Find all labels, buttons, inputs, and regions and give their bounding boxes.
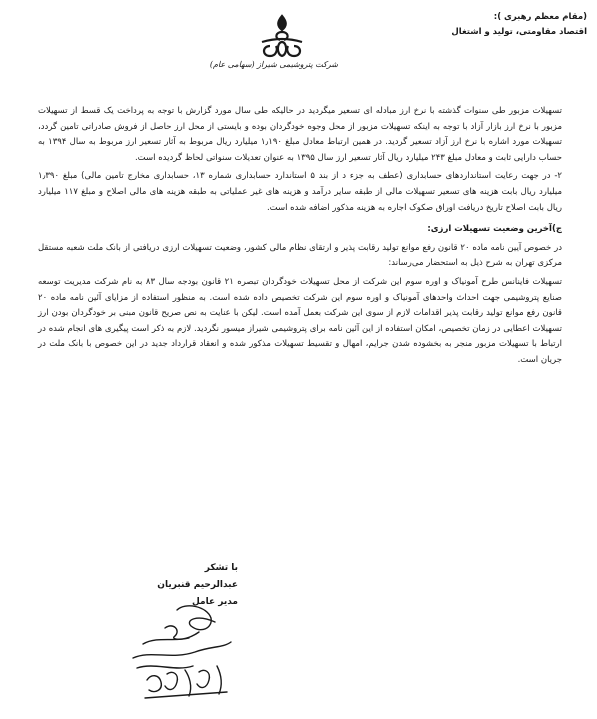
company-logo (232, 12, 332, 84)
section-heading: ج)آخرین وضعیت تسهیلات ارزی: (427, 224, 562, 235)
paragraph-3: در خصوص آیین نامه ماده ۲۰ قانون رفع موانع تولید رقابت پذیر و ارتقای نظام مالی کشور، وضعیت تسهیلات ارزی دریافتی از بانک ملت شعبه مستقل مرکزی تهران به شرح ذیل به استحضار می‌رساند: (38, 242, 562, 269)
header-quote-line-1: (مقام معظم رهبری ): (493, 12, 587, 22)
closing-regards: با تشکر (204, 563, 238, 573)
signer-name: عبدالرحیم قنبریان (157, 580, 238, 590)
header-quote (387, 10, 587, 40)
company-name-calligraphy: شرکت پتروشیمی شیراز (سهامی عام) (209, 60, 338, 69)
paragraph-4: تسهیلات فاینانس طرح آمونیاک و اوره سوم این شرکت از محل تسهیلات خودگردان تبصره ۲۱ قانون بودجه سال ۸۳ به نام شرکت مدیریت توسعه صنایع پتروشیمی جهت احداث واحدهای آمونیاک و اوره سوم این شرکت تخصیص داده شده است. به منظور استفاده از مزایای آئین نامه ماده ۲۰ قانون رفع موانع تولید رقابت پذیر اقدامات لازم از سوی این شرکت بعمل آمده است. لیکن با عنایت به نص صریح قانون مبنی بر خودگردان بودن ارز تسهیلات اعطایی در زمان تخصیص، امکان استفاده از این آئین نامه برای پتروشیمی شیراز میسور نگردید. لازم به ذکر است پیگیری های انجام شده در ارتباط با تسهیلات مزبور منجر به بخشوده شدن جرایم، امهال و تقسیط تسهیلات مذکور شده و انعقاد قرارداد جدید در این خصوص با بانک ملت در جریان است. (38, 276, 562, 365)
handwritten-signature-and-date (115, 600, 240, 712)
signer-title: مدیر عامل (191, 597, 238, 607)
paragraph-2: ۲- در جهت رعایت استانداردهای حسابداری (عطف به جزء د از بند ۵ استاندارد حسابداری شماره ۱۳، حسابداری مخارج تامین مالی) مبلغ ۱٫۳۹۰ میلیارد ریال بابت هزینه های تسعیر تسهیلات مالی از طبقه سایر درآمد و هزینه های غیر عملیاتی به طبقه هزینه های مالی اصلاح و مبلغ ۱۱۷ میلیارد ریال بابت اصلاح تاریخ دریافت اوراق صکوک اجاره به هزینه مذکور اضافه شده است. (38, 171, 562, 213)
paragraph-1: تسهیلات مزبور طی سنوات گذشته با نرخ ارز مبادله ای تسعیر میگردید در حالیکه طی سال مورد گزارش با توجه به پرداخت یک قسط از تسهیلات مزبور با نرخ ارز بازار آزاد با توجه به اینکه تسهیلات مزبور از محل وجوه خودگردان بوده و بایستی از محل ارز حاصل از فروش صادراتی تامین گردد، تسهیلات مورد اشاره با نرخ ارز آزاد تسعیر گردید. در همین ارتباط معادل مبلغ ۱٫۱۹۰ میلیارد ریال مربوط به آثار تسعیر ارز مربوط به سال ۱۳۹۴ به حساب دارایی ثابت و معادل مبلغ ۲۴۳ میلیارد ریال آثار تسعیر ارز سال ۱۳۹۵ به عنوان تعدیلات سنواتی لحاظ گردیده است. (38, 106, 563, 163)
letter-body (38, 104, 562, 369)
header-quote-line-2: اقتصاد مقاومتی، تولید و اشتغال (451, 27, 587, 37)
